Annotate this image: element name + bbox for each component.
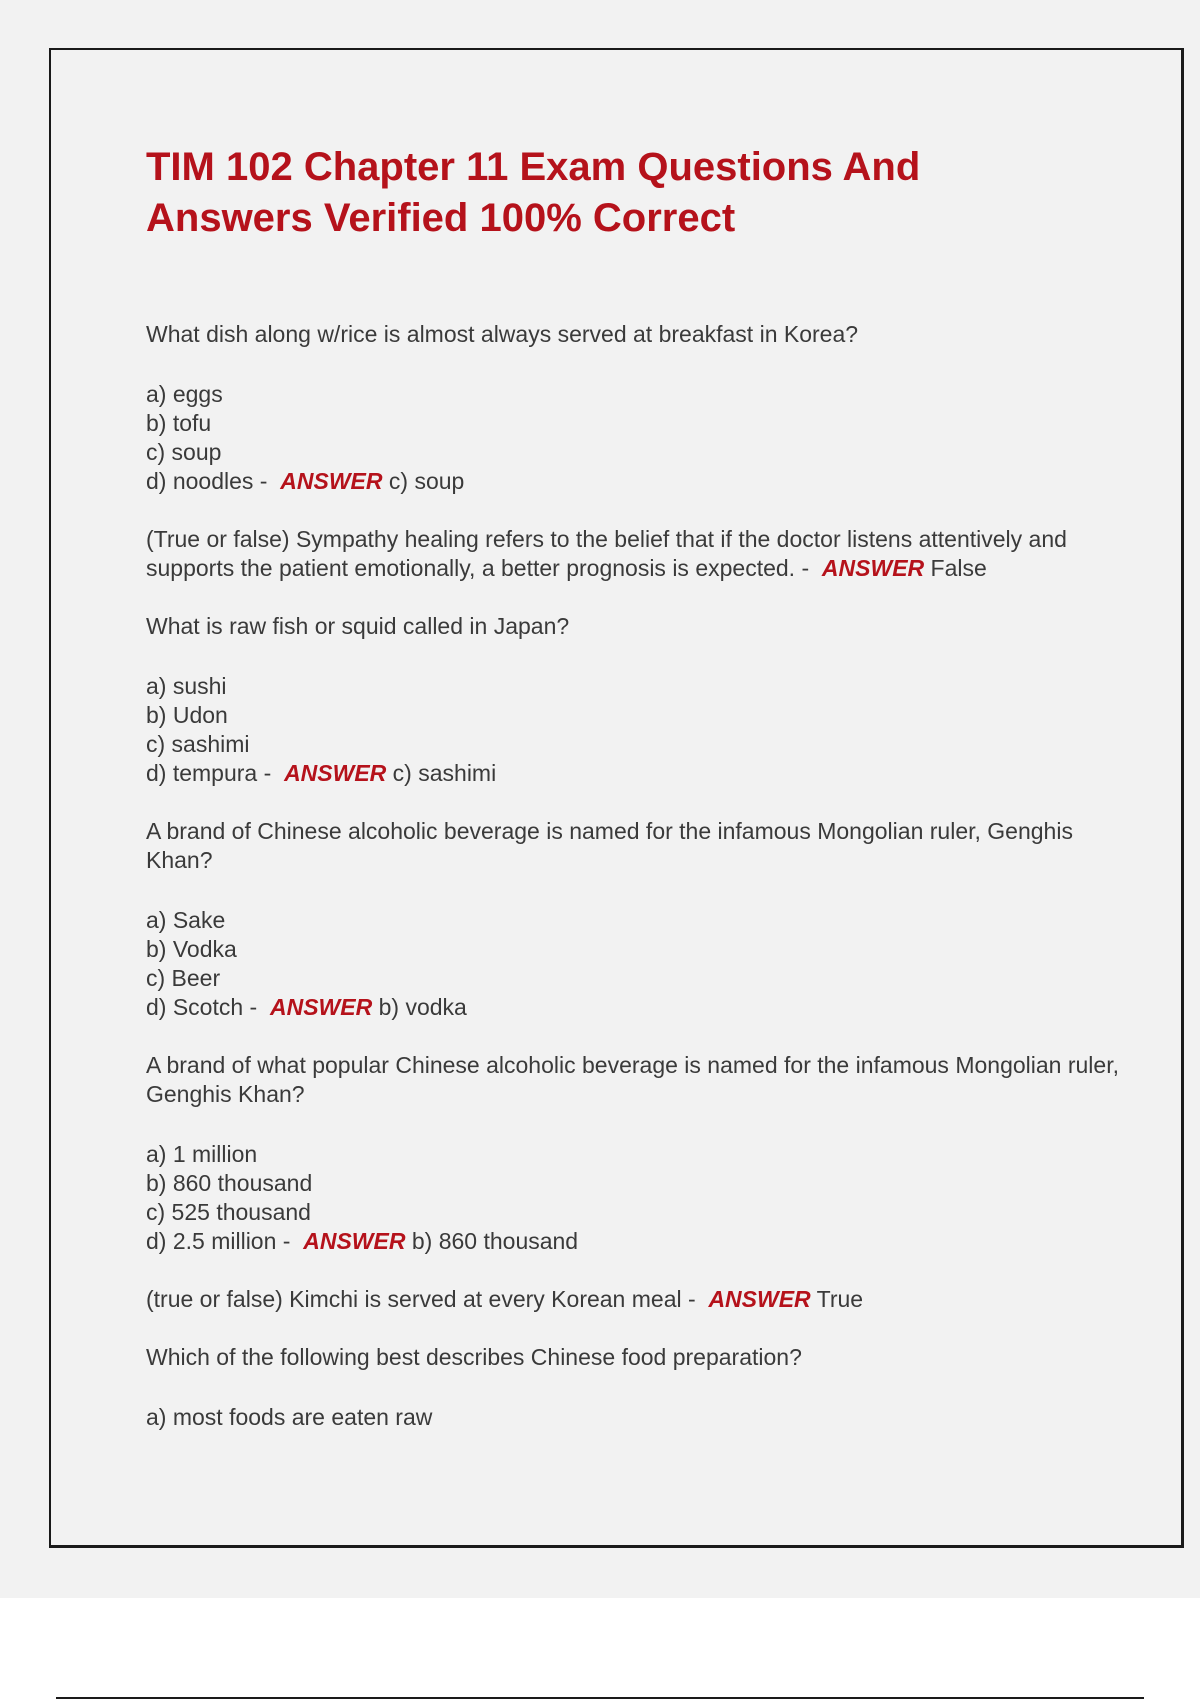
question-with-answer [146, 1285, 1126, 1314]
option-c: c) Beer [146, 965, 221, 991]
option-a: a) Sake [146, 907, 226, 933]
option-d: d) tempura [146, 760, 258, 786]
option-d: d) Scotch [146, 994, 244, 1020]
question-text: A brand of what popular Chinese alcoholic beverage is named for the infamous Mongolian ruler, Genghis Khan? [146, 1052, 1119, 1107]
question-text: What is raw fish or squid called in Japan? [146, 613, 570, 639]
option-d: d) 2.5 million [146, 1228, 277, 1254]
option-c: c) sashimi [146, 731, 250, 757]
question-text: (true or false) Kimchi is served at every Korean meal [146, 1286, 682, 1312]
option-b: b) Vodka [146, 936, 237, 962]
question-block-7 [146, 1343, 1126, 1432]
option-c: c) soup [146, 439, 222, 465]
answer-value: b) 860 thousand [405, 1228, 579, 1254]
answer-value: b) vodka [372, 994, 467, 1020]
question-block-6 [146, 1285, 1126, 1314]
answer-label: ANSWER [821, 555, 925, 581]
title-line-2: Answers Verified 100% Correct [146, 196, 736, 240]
options-list [146, 380, 1126, 496]
page-divider [56, 1697, 1144, 1699]
option-d-with-answer [146, 1227, 1126, 1256]
option-d-with-answer [146, 993, 1126, 1022]
answer-label: ANSWER [284, 760, 387, 786]
option-b: b) 860 thousand [146, 1170, 313, 1196]
answer-label: ANSWER [270, 994, 373, 1020]
option-d-with-answer [146, 759, 1126, 788]
answer-separator: - [253, 468, 281, 494]
question-text: What dish along w/rice is almost always served at breakfast in Korea? [146, 321, 859, 347]
option-c: c) 525 thousand [146, 1199, 311, 1225]
answer-separator: - [276, 1228, 304, 1254]
answer-separator: - [257, 760, 285, 786]
answer-value: False [924, 555, 987, 581]
question-text: A brand of Chinese alcoholic beverage is named for the infamous Mongolian ruler, Genghis Khan? [146, 818, 1073, 873]
options-list [146, 1140, 1126, 1256]
answer-value: c) soup [382, 468, 465, 494]
answer-label: ANSWER [280, 468, 383, 494]
option-d-with-answer [146, 467, 1126, 496]
option-d: d) noodles [146, 468, 254, 494]
question-block-2 [146, 525, 1126, 583]
answer-value: True [810, 1286, 864, 1312]
answer-separator: - [243, 994, 270, 1020]
question-text: (True or false) Sympathy healing refers to the belief that if the doctor listens attentively and supports the patient emotionally, a better prognosis is expected. [146, 526, 1067, 581]
option-b: b) Udon [146, 702, 228, 728]
question-with-answer [146, 525, 1126, 583]
question-text: Which of the following best describes Chinese food preparation? [146, 1344, 802, 1370]
answer-separator: - [795, 555, 822, 581]
option-b: b) tofu [146, 410, 212, 436]
document-title [146, 142, 1126, 244]
answer-value: c) sashimi [386, 760, 497, 786]
options-list [146, 672, 1126, 788]
option-a: a) sushi [146, 673, 227, 699]
option-a: a) most foods are eaten raw [146, 1404, 433, 1430]
answer-label: ANSWER [708, 1286, 811, 1312]
question-block-5 [146, 1051, 1126, 1256]
options-list [146, 906, 1126, 1022]
question-block-1 [146, 320, 1126, 496]
question-block-3 [146, 612, 1126, 788]
page-content [146, 142, 1126, 1461]
option-a: a) eggs [146, 381, 223, 407]
option-a: a) 1 million [146, 1141, 258, 1167]
answer-separator: - [681, 1286, 709, 1312]
question-block-4 [146, 817, 1126, 1022]
options-list [146, 1403, 1126, 1432]
title-line-1: TIM 102 Chapter 11 Exam Questions And [146, 145, 921, 189]
answer-label: ANSWER [303, 1228, 406, 1254]
document-page [49, 48, 1184, 1548]
